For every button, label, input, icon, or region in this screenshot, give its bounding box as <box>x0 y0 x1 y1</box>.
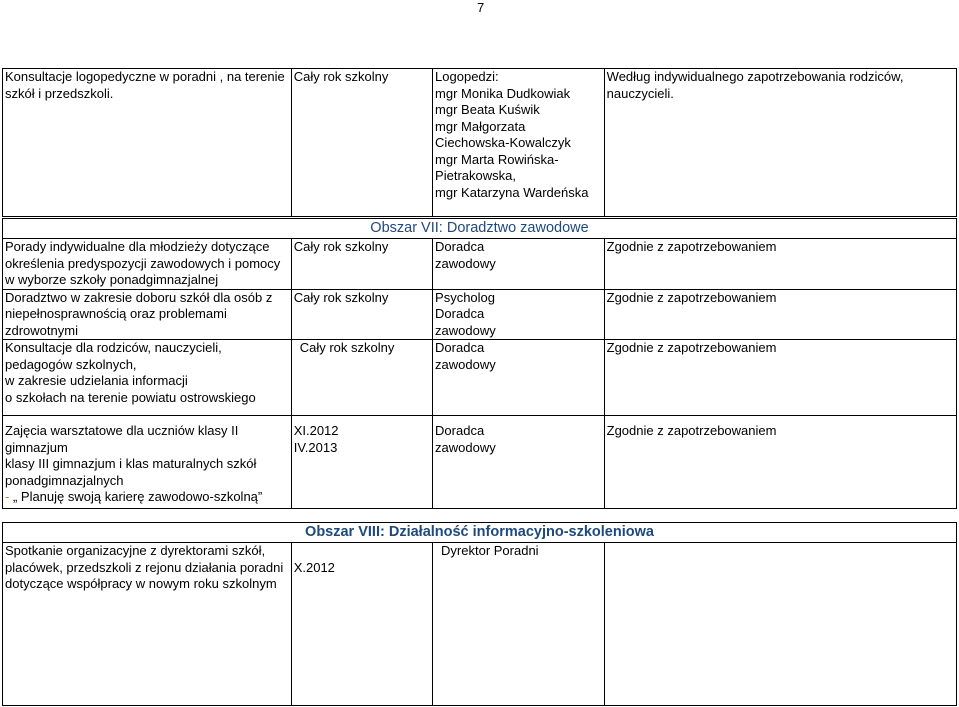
notes-text: Zgodnie z zapotrzebowaniem <box>606 340 777 355</box>
person-text: Doradca zawodowy <box>435 239 496 271</box>
table-row <box>3 543 957 706</box>
activity-text: Konsultacje dla rodziców, nauczycieli, pedagogów szkolnych, w zakresie udzielania informacji o szkołach na terenie powiatu ostrowskiego <box>5 340 256 405</box>
time-cell: Cały rok szkolny <box>291 69 432 217</box>
time-text: X.2012 <box>293 560 335 575</box>
person-text: Doradca zawodowy <box>435 340 496 372</box>
quote-text: „ Planuję swoją karierę zawodowo-szkolną” <box>12 489 263 504</box>
notes-text: Zgodnie z zapotrzebowaniem <box>606 239 777 254</box>
activity-text: Zajęcia warsztatowe dla uczniów klasy II gimnazjum klasy III gimnazjum i klas maturalnych szkół ponadgimnazjalnych <box>5 423 257 488</box>
table-row <box>3 239 957 290</box>
notes-cell: Według indywidualnego zapotrzebowania rodziców, nauczycieli. <box>604 69 956 217</box>
activity-text: Doradztwo w zakresie doboru szkół dla osób z niepełnosprawnością oraz problemami zdrowotnymi <box>5 289 273 338</box>
activity-text: Porady indywidualne dla młodzieży dotyczące określenia predyspozycji zawodowych i pomocy w wyborze szkoły ponadgimnazjalnej <box>5 239 281 287</box>
page-number: 7 <box>477 0 485 15</box>
dash-text: - <box>5 489 13 504</box>
section-header <box>3 523 957 543</box>
time-text: Cały rok szkolny <box>293 289 389 305</box>
table-row <box>3 69 957 217</box>
table-row <box>3 416 957 509</box>
person-cell: Logopedzi: mgr Monika Dudkowiak mgr Beata Kuświk mgr Małgorzata Ciechowska-Kowalczyk mgr Marta Rowińska-Pietrakowska, mgr Katarzyna Wardeńska <box>433 69 605 217</box>
consult-table <box>2 68 957 217</box>
time-text: Cały rok szkolny <box>299 340 395 355</box>
time-text: Cały rok szkolny <box>293 239 389 254</box>
table-row <box>3 289 957 340</box>
person-text: Doradca zawodowy <box>435 423 496 455</box>
section-header <box>3 219 957 239</box>
person-text: Dyrektor Poradni <box>441 543 539 558</box>
notes-text: Zgodnie z zapotrzebowaniem <box>606 423 777 438</box>
person-text: Psycholog Doradca zawodowy <box>435 289 496 338</box>
section8-table <box>2 522 957 706</box>
section8-title: Obszar VIII: Działalność informacyjno-szkoleniowa <box>305 524 654 540</box>
table-row <box>3 340 957 416</box>
section7-table <box>2 218 957 509</box>
section7-title: Obszar VII: Doradztwo zawodowe <box>370 220 589 236</box>
notes-text: Zgodnie z zapotrzebowaniem <box>606 289 777 305</box>
activity-text: Spotkanie organizacyjne z dyrektorami szkół, placówek, przedszkoli z rejonu działania poradni dotyczące współpracy w nowym roku szkolnym <box>5 543 284 591</box>
activity-cell: Konsultacje logopedyczne w poradni , na terenie szkół i przedszkoli. <box>3 69 292 217</box>
time-text: XI.2012 IV.2013 <box>293 423 339 455</box>
workshop-title <box>5 489 289 506</box>
